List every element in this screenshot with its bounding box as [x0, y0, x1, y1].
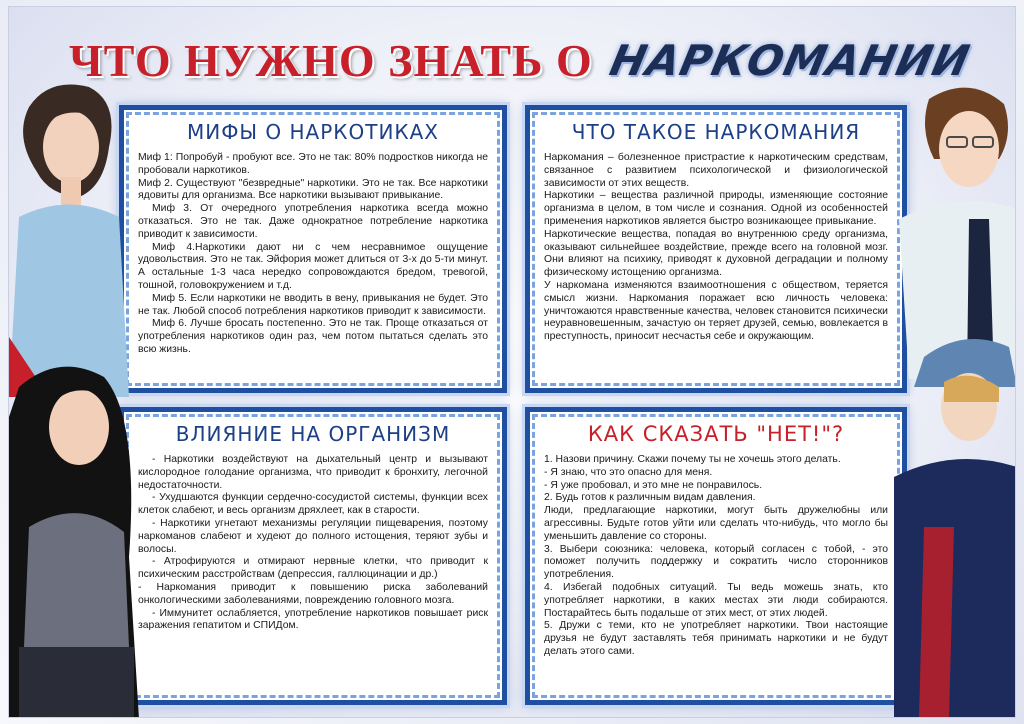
what-paragraph-3: Наркотические вещества, попадая во внутреннюю среду организма, оказывают сильнейшее воздействие, прежде всего на головной мозг. Они влияют на психику, приводят к духовной деградации и полному физическому истощению организма. [544, 228, 888, 279]
girl-bottom-left-illustration [9, 357, 144, 718]
effect-4: - Атрофируются и отмирают нервные клетки, что приводит к психическим расстройствам (депрессия, галлюцинации и др.) [138, 556, 488, 581]
myth-2: Миф 2. Существуют "безвредные" наркотики. Это не так. Все наркотики ядовиты для организма. Все наркотики вызывают привыкание. [138, 177, 488, 202]
what-paragraph-2: Наркотики – вещества различной природы, изменяющие состояние организма в целом, в том числе и сознания. Одной из особенностей применения наркотиков является быстро возникающее привыкание. [544, 190, 888, 227]
myth-6: Миф 6. Лучше бросать постепенно. Это не так. Проще отказаться от употребления наркотиков один раз, чем потом пытаться сделать это всю жизнь. [138, 318, 488, 355]
no-2: 2. Будь готов к различным видам давления. [544, 492, 756, 504]
what-paragraph-1: Наркомания – болезненное пристрастие к наркотическим средствам, связанное с развитием психологической и физиологической зависимости от этих веществ. [544, 152, 888, 189]
body-effect-title: ВЛИЯНИЕ НА ОРГАНИЗМ [175, 422, 451, 446]
effect-3: - Наркотики угнетают механизмы регуляции пищеварения, поэтому наркоманов слабеют и худеют до полного истощения, теряют зубы и волосы. [138, 517, 488, 555]
no-1a: - Я знаю, что это опасно для меня. [544, 466, 713, 478]
myth-1: Миф 1: Попробуй - пробуют все. Это не так: 80% подростков никогда не пробовали наркотиков. [138, 152, 488, 176]
no-2a: Люди, предлагающие наркотики, могут быть дружелюбны или агрессивны. Будьте готов уйти или сделать что-нибудь, что могло бы уменьшить давление со стороны. [544, 505, 888, 542]
body-effect-panel [119, 407, 507, 705]
what-paragraph-4: У наркомана изменяются взаимоотношения с обществом, теряется смысл жизни. Наркомания поражает всю личность человека: уничтожаются нравственные качества, человек становится психически неуравновешенным, зачастую он теряет друзей, семью, вовлекается в преступность, приносит несчастья себе и окружающим. [544, 279, 888, 343]
what-is-addiction-panel [525, 105, 907, 393]
no-4: 4. Избегай подобных ситуаций. Ты ведь можешь знать, кто употребляет наркотики, в каких местах эти люди собираются. Постарайтесь быть подальше от этих мест, от этих людей. [544, 581, 888, 619]
no-3: 3. Выбери союзника: человека, который согласен с тобой, - это поможет получить поддержку и сократить число сторонников употребления. [544, 543, 888, 581]
title-main: ЧТО НУЖНО ЗНАТЬ О [68, 34, 593, 86]
myth-5: Миф 5. Если наркотики не вводить в вену, привыкания не будет. Это не так. Любой способ потребления наркотиков приводит к зависимости. [138, 292, 488, 317]
myths-panel [119, 105, 507, 393]
boy-bottom-right-illustration [894, 327, 1016, 718]
title-accent: НАРКОМАНИИ [605, 35, 975, 85]
no-5: 5. Дружи с теми, кто не употребляет наркотики. Твои настоящие друзья не будут заставлять тебя принимать наркотики и не будут делать этого сами. [544, 620, 888, 657]
myths-title: МИФЫ О НАРКОТИКАХ [186, 120, 440, 144]
no-1b: - Я уже пробовал, и это мне не понравилось. [544, 479, 763, 491]
no-1: 1. Назови причину. Скажи почему ты не хочешь этого делать. [544, 454, 841, 465]
poster-sheet [8, 6, 1016, 718]
myth-4: Миф 4.Наркотики дают ни с чем несравнимое ощущение удовольствия. Это не так. Эйфория может длиться от 3-х до 5-ти минут. А остальные 1-3 часа нередко сопровождаются бредом, тревогой, тошной, головокружением и т.д. [138, 241, 488, 291]
say-no-title: КАК СКАЗАТЬ "НЕТ!"? [587, 422, 845, 446]
what-is-addiction-title: ЧТО ТАКОЕ НАРКОМАНИЯ [571, 120, 861, 144]
effect-6: - Иммунитет ослабляется, употребление наркотиков повышает риск заражения гепатитом и СПИДом. [138, 607, 488, 632]
girl-top-left-illustration [9, 77, 139, 397]
effect-1: - Наркотики воздействуют на дыхательный центр и вызывают кислородное голодание организма, что приводит к бронхиту, легочной недостаточности. [138, 454, 488, 491]
say-no-panel [525, 407, 907, 705]
poster-title [68, 25, 975, 95]
myth-3: Миф 3. От очередного употребления наркотика всегда можно отказаться. Это не так. Даже однократное потребление наркотика приводит к зависимости. [138, 203, 488, 240]
effect-5: - Наркомания приводит к повышению риска заболеваний онкологическими заболеваниями, повреждению головного мозга. [138, 581, 488, 606]
effect-2: - Ухудшаются функции сердечно-сосудистой системы, функции всех клеток слабеют, и весь организм дряхлеет, как в старости. [138, 492, 488, 517]
